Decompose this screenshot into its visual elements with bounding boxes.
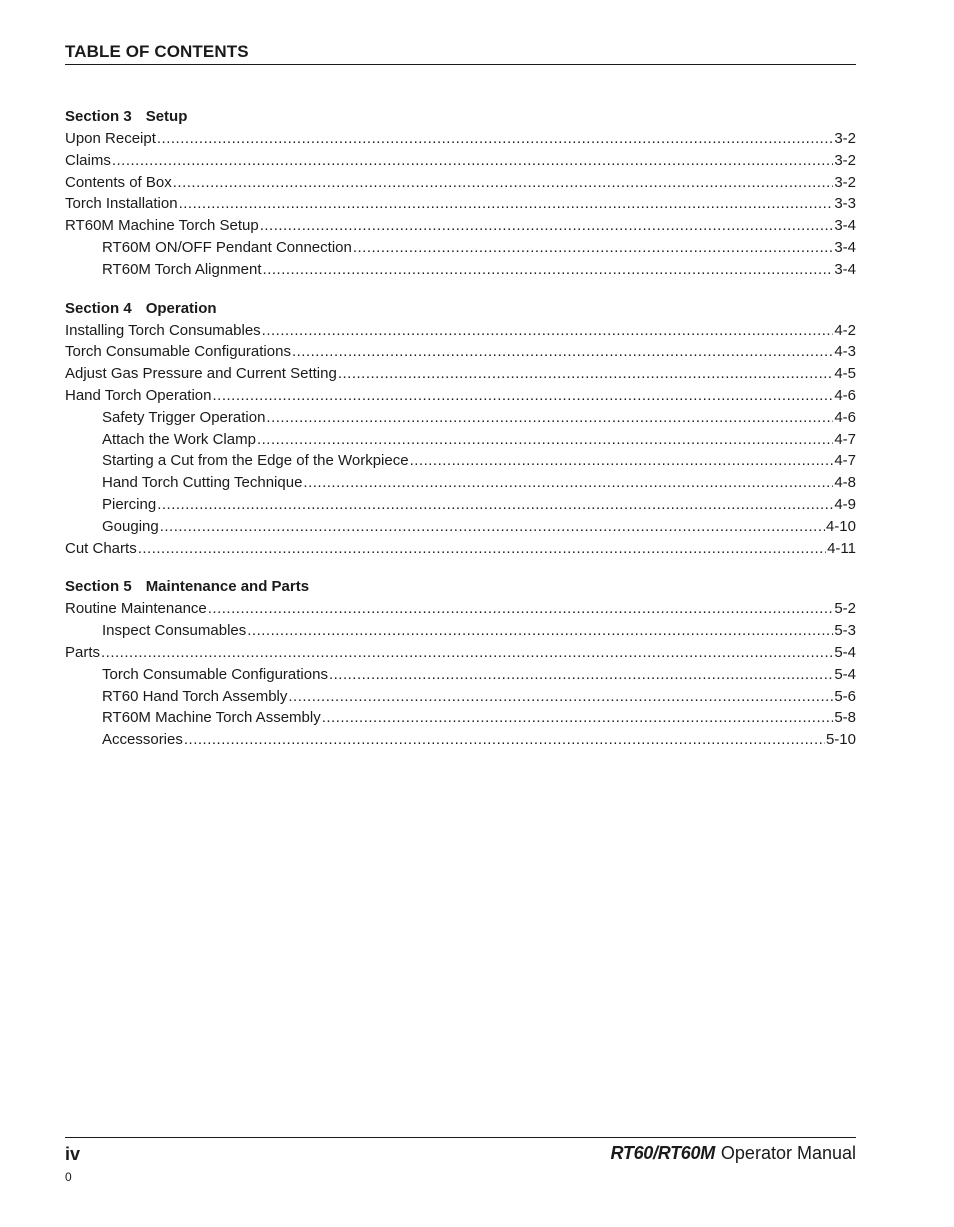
section-number: Section 5	[65, 578, 132, 596]
page-title: TABLE OF CONTENTS	[65, 42, 249, 61]
dot-leader	[262, 320, 834, 342]
toc-entry-page: 5-2	[834, 600, 856, 618]
toc-entry[interactable]	[65, 494, 856, 516]
toc-entry-page: 3-2	[834, 130, 856, 147]
toc-entry[interactable]	[65, 729, 856, 751]
toc-entry-page: 4-7	[834, 430, 856, 448]
toc-entry-page: 3-4	[834, 238, 856, 256]
dot-leader	[266, 407, 833, 429]
toc-entry[interactable]	[65, 237, 856, 259]
toc-entry[interactable]	[65, 341, 856, 363]
toc-entry-page: 4-7	[834, 452, 856, 470]
toc-entry[interactable]	[65, 172, 856, 194]
toc-entry-label: Accessories	[102, 731, 183, 749]
toc-entry-page: 3-4	[834, 260, 856, 278]
toc-entry-label: Piercing	[102, 495, 157, 513]
toc-entry[interactable]	[65, 598, 856, 620]
dot-leader	[138, 538, 826, 560]
toc-entry[interactable]	[65, 642, 856, 664]
footer-manual-title	[611, 1143, 856, 1164]
toc-entry-label: Torch Consumable Configurations	[102, 665, 328, 683]
footer-page-number: iv	[65, 1144, 81, 1164]
toc-entry[interactable]	[65, 385, 856, 407]
dot-leader	[101, 642, 833, 664]
dot-leader	[212, 385, 833, 407]
toc-section	[65, 576, 856, 751]
section-heading	[65, 298, 856, 320]
toc-entry-label: Attach the Work Clamp	[102, 430, 256, 448]
dot-leader	[179, 193, 834, 215]
dot-leader	[112, 150, 833, 172]
toc-entry[interactable]	[65, 215, 856, 237]
toc-entry-label: Gouging	[102, 517, 159, 535]
dot-leader	[338, 363, 834, 385]
section-heading	[65, 576, 856, 598]
section-heading	[65, 106, 856, 128]
toc-entry-page: 5-4	[834, 665, 856, 683]
toc-entry-page: 3-2	[834, 173, 856, 191]
toc-entry-page: 5-4	[834, 643, 856, 661]
dot-leader	[157, 128, 833, 150]
toc-entry[interactable]	[65, 429, 856, 451]
toc-entry[interactable]	[65, 450, 856, 472]
toc-entry-page: 4-5	[834, 365, 856, 383]
dot-leader	[288, 686, 833, 708]
toc-entry-label: RT60M Torch Alignment	[102, 260, 262, 278]
dot-leader	[410, 450, 834, 472]
toc-entry-label: Safety Trigger Operation	[102, 408, 266, 426]
toc-entry[interactable]	[65, 193, 856, 215]
toc-entry-label: Hand Torch Cutting Technique	[102, 474, 303, 492]
toc-entry-label: Routine Maintenance	[65, 600, 207, 618]
dot-leader	[322, 707, 834, 729]
toc-entry-page: 4-3	[834, 343, 856, 361]
footer-manual-label: Operator Manual	[720, 1143, 856, 1163]
toc-entry[interactable]	[65, 664, 856, 686]
section-name: Setup	[145, 108, 188, 125]
footer-divider	[65, 1137, 856, 1138]
toc-entry-label: Claims	[65, 151, 111, 169]
toc-entry-page: 4-8	[834, 474, 856, 492]
dot-leader	[247, 620, 833, 642]
toc-entry-page: 3-2	[834, 151, 856, 169]
footer-model-name: RT60/RT60M	[610, 1143, 715, 1163]
toc-entry[interactable]	[65, 128, 856, 150]
toc-entry-label: Upon Receipt	[65, 130, 156, 147]
toc-entry[interactable]	[65, 150, 856, 172]
toc-entry-label: Inspect Consumables	[102, 622, 247, 640]
dot-leader	[263, 259, 834, 281]
toc-entry-page: 3-3	[834, 195, 856, 213]
dot-leader	[292, 341, 833, 363]
toc-entry-page: 4-10	[825, 517, 856, 535]
toc-entry-page: 4-11	[827, 539, 856, 557]
toc-entry-page: 4-6	[834, 386, 856, 404]
toc-section	[65, 106, 856, 281]
toc-entry[interactable]	[65, 686, 856, 708]
dot-leader	[353, 237, 833, 259]
toc-entry-label: Installing Torch Consumables	[65, 321, 261, 339]
toc-entry-label: Adjust Gas Pressure and Current Setting	[65, 365, 337, 383]
toc-entry-page: 5-8	[834, 709, 856, 727]
section-name: Maintenance and Parts	[145, 578, 310, 596]
section-number: Section 3	[65, 108, 132, 125]
toc-entry-label: RT60M Machine Torch Assembly	[102, 709, 321, 727]
table-of-contents	[65, 106, 856, 768]
toc-entry[interactable]	[65, 538, 856, 560]
toc-entry[interactable]	[65, 516, 856, 538]
dot-leader	[257, 429, 833, 451]
toc-entry[interactable]	[65, 407, 856, 429]
toc-entry-label: Hand Torch Operation	[65, 386, 212, 404]
toc-entry-page: 5-3	[834, 622, 856, 640]
dot-leader	[260, 215, 834, 237]
toc-entry[interactable]	[65, 620, 856, 642]
footer-code: 0	[65, 1170, 72, 1184]
toc-entry-label: Parts	[65, 643, 101, 661]
title-divider	[65, 64, 856, 65]
toc-section	[65, 298, 856, 560]
dot-leader	[173, 172, 834, 194]
toc-entry-page: 5-10	[825, 731, 856, 749]
toc-entry[interactable]	[65, 259, 856, 281]
section-name: Operation	[145, 299, 217, 317]
dot-leader	[329, 664, 833, 686]
toc-entry-page: 4-9	[834, 495, 856, 513]
dot-leader	[303, 472, 833, 494]
toc-entry-label: Cut Charts	[65, 539, 137, 557]
toc-entry-label: Starting a Cut from the Edge of the Workpiece	[102, 452, 409, 470]
toc-entry-label: RT60M ON/OFF Pendant Connection	[102, 238, 352, 256]
toc-entry-label: Contents of Box	[65, 173, 172, 191]
toc-entry[interactable]	[65, 472, 856, 494]
toc-entry-page: 4-6	[834, 408, 856, 426]
toc-entry-label: RT60M Machine Torch Setup	[65, 217, 259, 235]
dot-leader	[160, 516, 825, 538]
dot-leader	[184, 729, 825, 751]
toc-entry-label: RT60 Hand Torch Assembly	[102, 687, 288, 705]
toc-entry-label: Torch Consumable Configurations	[65, 343, 291, 361]
section-number: Section 4	[65, 299, 132, 317]
toc-entry[interactable]	[65, 363, 856, 385]
toc-entry-page: 5-6	[834, 687, 856, 705]
toc-entry-page: 4-2	[834, 321, 856, 339]
toc-entry-label: Torch Installation	[65, 195, 178, 213]
toc-entry[interactable]	[65, 707, 856, 729]
toc-entry[interactable]	[65, 320, 856, 342]
dot-leader	[208, 598, 834, 620]
toc-entry-page: 3-4	[834, 217, 856, 235]
dot-leader	[157, 494, 833, 516]
